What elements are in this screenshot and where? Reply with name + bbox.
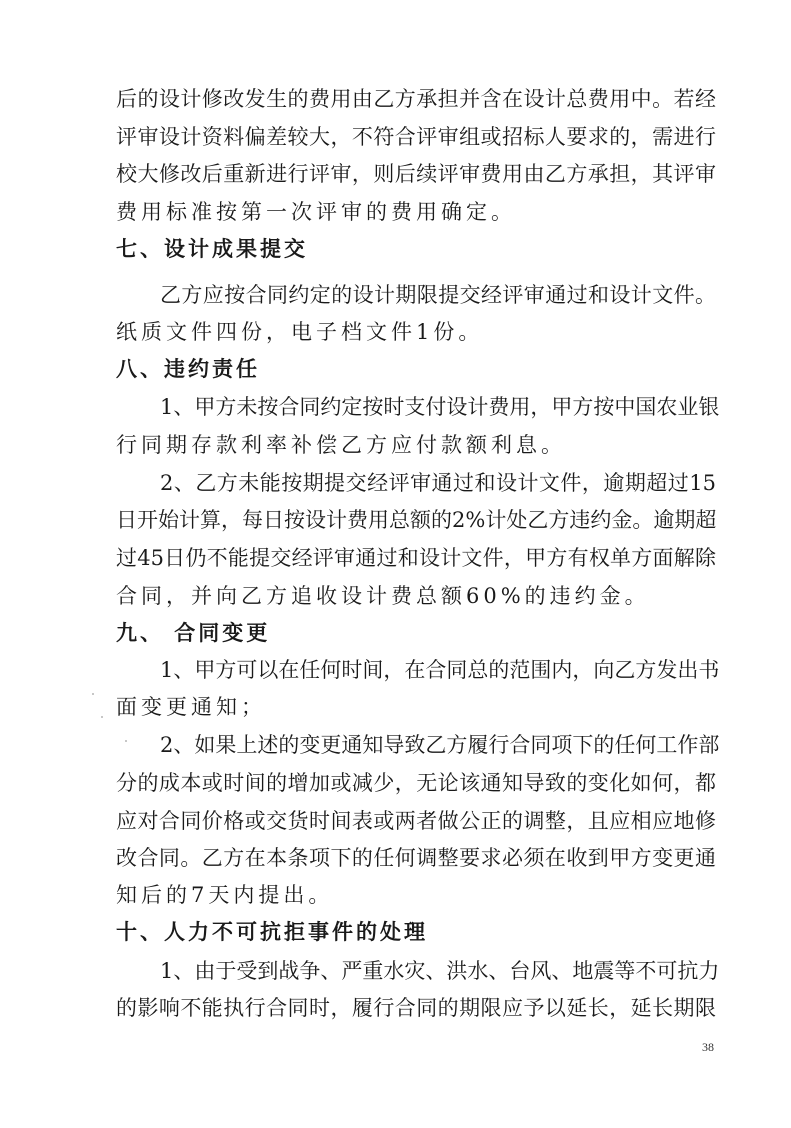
paragraph-line: 合同，并向乙方追收设计费总额60%的违约金。 — [116, 584, 650, 608]
paragraph-line: 评审设计资料偏差较大，不符合评审组或招标人要求的，需进行 — [116, 125, 716, 149]
paragraph-line: 后的设计修改发生的费用由乙方承担并含在设计总费用中。若经 — [116, 87, 716, 111]
paragraph-line: 分的成本或时间的增加或减少，无论该通知导致的变化如何，都 — [116, 771, 716, 795]
paragraph-line: 费用标准按第一次评审的费用确定。 — [116, 200, 516, 224]
paragraph-line: 行同期存款利率补偿乙方应付款额利息。 — [116, 433, 566, 457]
paragraph-line: 改合同。乙方在本条项下的任何调整要求必须在收到甲方变更通 — [116, 846, 716, 870]
paragraph-line: 1、由于受到战争、严重水灾、洪水、台风、地震等不可抗力 — [160, 959, 720, 983]
paragraph-line: 校大修改后重新进行评审，则后续评审费用由乙方承担，其评审 — [116, 162, 716, 186]
paragraph-line: 1、甲方可以在任何时间，在合同总的范围内，向乙方发出书 — [160, 658, 720, 682]
scan-speck — [101, 716, 103, 718]
page-number: 38 — [702, 1040, 714, 1054]
section-heading-8: 八、违约责任 — [116, 357, 260, 381]
scan-speck — [125, 740, 127, 742]
paragraph-line: 应对合同价格或交货时间表或两者做公正的调整，且应相应地修 — [116, 809, 716, 833]
scan-speck — [92, 693, 94, 695]
paragraph-line: 过45日仍不能提交经评审通过和设计文件，甲方有权单方面解除 — [116, 546, 716, 570]
paragraph-line: 的影响不能执行合同时，履行合同的期限应予以延长，延长期限 — [116, 996, 716, 1020]
paragraph-line: 1、甲方未按合同约定按时支付设计费用，甲方按中国农业银 — [160, 395, 720, 419]
section-heading-7: 七、设计成果提交 — [116, 237, 308, 261]
paragraph-line: 2、如果上述的变更通知导致乙方履行合同项下的任何工作部 — [160, 733, 720, 757]
section-heading-9: 九、 合同变更 — [116, 621, 271, 645]
paragraph-line: 知后的7天内提出。 — [116, 883, 334, 907]
paragraph-line: 2、乙方未能按期提交经评审通过和设计文件，逾期超过15 — [160, 471, 716, 495]
paragraph-line: 纸质文件四份，电子档文件1份。 — [116, 320, 484, 344]
paragraph-line: 乙方应按合同约定的设计期限提交经评审通过和设计文件。 — [160, 283, 716, 307]
paragraph-line: 日开始计算，每日按设计费用总额的2%计处乙方违约金。逾期超 — [116, 508, 717, 532]
section-heading-10: 十、人力不可抗拒事件的处理 — [116, 920, 428, 944]
paragraph-line: 面变更通知； — [116, 695, 266, 719]
